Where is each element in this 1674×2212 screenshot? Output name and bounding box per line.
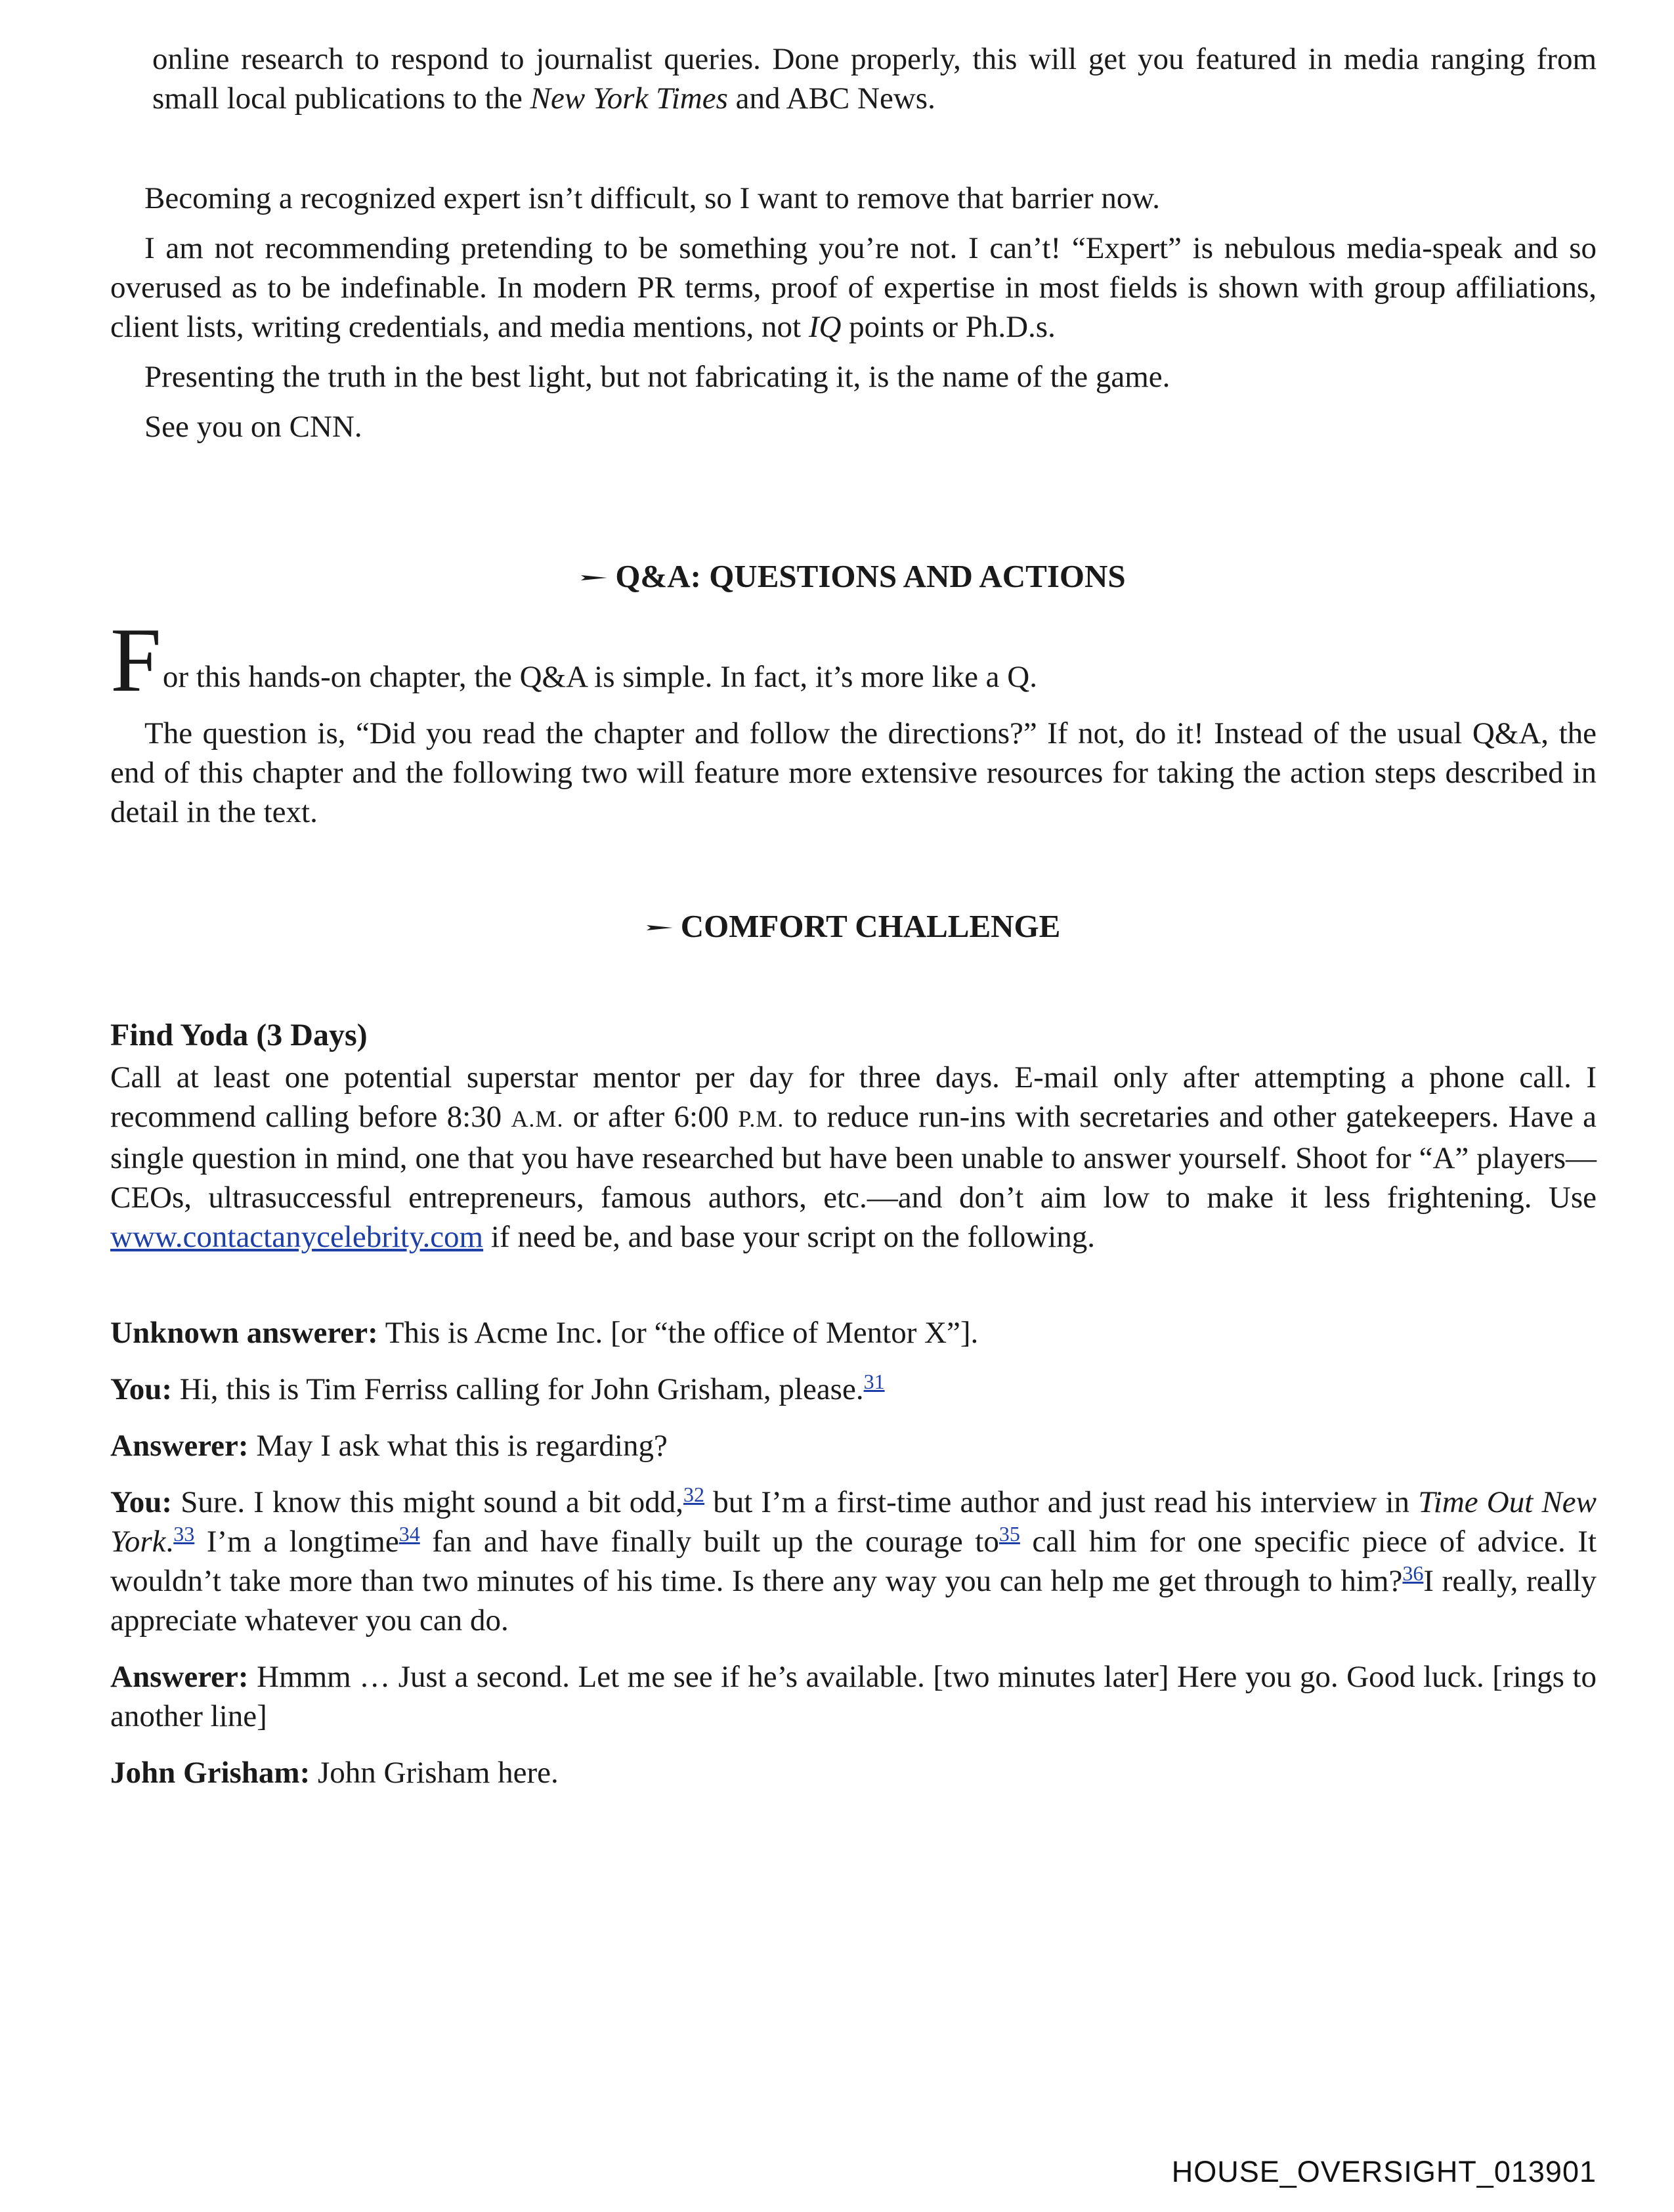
- dialog-text: Hi, this is Tim Ferriss calling for John Grisham, please.: [172, 1372, 864, 1406]
- continued-paragraph: [152, 39, 1597, 118]
- find-yoda-body-b: or after 6:00: [563, 1100, 739, 1134]
- pm-label: P.M.: [738, 1106, 784, 1132]
- dialog-text: fan and have finally built up the courage to: [419, 1525, 999, 1559]
- am-label: A.M.: [511, 1106, 564, 1132]
- dialog-text: I really, really appreciate whatever you can do.: [110, 1564, 1597, 1637]
- dialog-line-you-1: [110, 1370, 1597, 1409]
- bates-stamp: HOUSE_OVERSIGHT_013901: [1171, 2155, 1597, 2188]
- footnote-link[interactable]: 33: [173, 1522, 195, 1546]
- dialog-text: Sure. I know this might sound a bit odd,: [172, 1485, 684, 1519]
- spacer: [110, 596, 1597, 628]
- find-yoda-body: [110, 1058, 1597, 1257]
- spacer: [110, 842, 1597, 907]
- speaker-label: You:: [110, 1485, 173, 1519]
- footnote-link[interactable]: 34: [398, 1522, 420, 1546]
- contactanycelebrity-link[interactable]: www.contactanycelebrity.com: [110, 1220, 484, 1254]
- continued-text-a: online research to respond to journalist queries. Done properly, this will get you featured in media ranging from small local publications to the: [152, 42, 1597, 116]
- paragraph-truth: Presenting the truth in the best light, but not fabricating it, is the name of the game.: [144, 360, 1170, 394]
- dialog-text: I’m a longtime: [194, 1525, 399, 1559]
- paragraph-not-pretending-a: I am not recommending pretending to be something you’re not. I can’t! “Expert” is nebulous media-speak and so overused as to be indefinable. In modern PR terms, proof of expertise in most fields is shown with group affiliations, client lists, writing credentials, and media mentions, not: [110, 231, 1597, 344]
- pointer-arrow-icon: [581, 573, 607, 583]
- dialog-text: John Grisham here.: [310, 1756, 559, 1790]
- pointer-arrow-icon: [647, 922, 673, 933]
- spacer: [110, 946, 1597, 1016]
- speaker-label: Answerer:: [110, 1660, 249, 1694]
- footnote-link[interactable]: 35: [998, 1522, 1020, 1546]
- footnote-link[interactable]: 31: [863, 1370, 885, 1393]
- find-yoda-body-d: if need be, and base your script on the following.: [483, 1220, 1096, 1254]
- speaker-label: John Grisham:: [110, 1756, 311, 1790]
- dialog-line-john-grisham: [110, 1753, 1597, 1792]
- speaker-label: Unknown answerer:: [110, 1316, 378, 1350]
- speaker-label: You:: [110, 1372, 173, 1406]
- publication-name: Time Out New York: [110, 1485, 1597, 1559]
- qa-heading-text: Q&A: QUESTIONS AND ACTIONS: [615, 558, 1126, 594]
- comfort-heading-text: COMFORT CHALLENGE: [680, 908, 1061, 944]
- qa-intro-paragraph: [110, 609, 1597, 711]
- book-page: [110, 39, 1597, 1810]
- publication-name: New York Times: [530, 81, 728, 116]
- paragraph-expert: Becoming a recognized expert isn’t difficult, so I want to remove that barrier now.: [144, 181, 1161, 215]
- spacer: [110, 457, 1597, 557]
- spacer: [110, 118, 1597, 179]
- spacer: [110, 1267, 1597, 1313]
- qa-intro-text: or this hands-on chapter, the Q&A is simple. In fact, it’s more like a Q.: [162, 660, 1037, 694]
- paragraph-not-pretending-b: points or Ph.D.s.: [841, 310, 1056, 344]
- comfort-challenge-heading: [110, 907, 1597, 946]
- footnote-link[interactable]: 32: [683, 1483, 705, 1506]
- dialog-text: .: [165, 1525, 174, 1559]
- continued-text: [152, 39, 1597, 118]
- iq-text: IQ: [808, 310, 842, 344]
- footnote-link[interactable]: 36: [1402, 1561, 1424, 1585]
- continued-text-b: and ABC News.: [727, 81, 935, 116]
- dialog-text: This is Acme Inc. [or “the office of Mentor X”].: [377, 1316, 979, 1350]
- dialog-line-you-2: [110, 1483, 1597, 1640]
- paragraph-not-pretending: [110, 228, 1597, 347]
- dialog-text: but I’m a first-time author and just read his interview in: [704, 1485, 1419, 1519]
- find-yoda-subhead: Find Yoda (3 Days): [110, 1018, 368, 1052]
- dialog-text: Hmmm … Just a second. Let me see if he’s available. [two minutes later] Here you go. Good luck. [rings to another line]: [110, 1660, 1597, 1733]
- qa-question-paragraph: The question is, “Did you read the chapter and follow the directions?” If not, do it! Instead of the usual Q&A, the end of this chapter and the following two will feature more extensive resources for taking the action steps described in detail in the text.: [110, 716, 1597, 829]
- find-yoda-body-c: to reduce run-ins with secretaries and other gatekeepers. Have a single question in mind, one that you have researched but have been unable to answer yourself. Shoot for “A” players—CEOs, ultrasuccessful entrepreneurs, famous authors, etc.—and don’t aim low to make it less frightening. Use: [110, 1100, 1597, 1215]
- dialog-line-answerer-2: [110, 1657, 1597, 1736]
- paragraph-cnn: See you on CNN.: [144, 410, 362, 444]
- qa-heading: [110, 557, 1597, 596]
- drop-cap-letter: F: [110, 609, 161, 711]
- find-yoda-body-a: Call at least one potential superstar mentor per day for three days. E-mail only after attempting a phone call. I recommend calling before 8:30: [110, 1060, 1597, 1134]
- dialog-text: May I ask what this is regarding?: [248, 1429, 668, 1463]
- dialog-text: call him for one specific piece of advice. It wouldn’t take more than two minutes of his time. Is there any way you can help me get through to him?: [110, 1525, 1597, 1598]
- dialog-line-unknown-answerer: [110, 1313, 1597, 1353]
- speaker-label: Answerer:: [110, 1429, 249, 1463]
- dialog-line-answerer-1: [110, 1426, 1597, 1465]
